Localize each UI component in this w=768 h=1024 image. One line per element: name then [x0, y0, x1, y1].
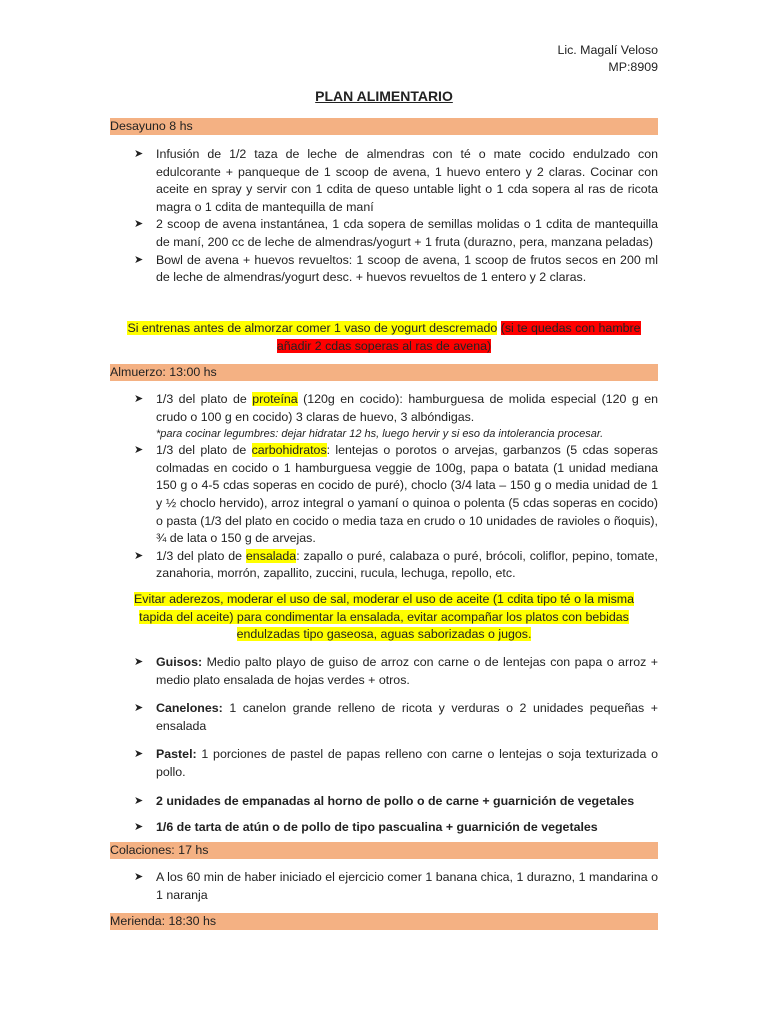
arrow-bullet-icon: ➤ — [134, 794, 144, 807]
section-heading-merienda: Merienda: 18:30 hs — [110, 913, 658, 930]
arrow-bullet-icon: ➤ — [134, 656, 144, 668]
advice-line-3: endulzadas tipo gaseosa, aguas saborizadas o jugos. — [236, 627, 532, 642]
highlight-ensalada: ensalada — [245, 548, 297, 563]
list-item: ➤ Pastel: 1 porciones de pastel de papas relleno con carne o lentejas o soja texturizada o pollo. — [134, 747, 658, 779]
list-item: ➤ 1/6 de tarta de atún o de pollo de tipo pascualina + guarnición de vegetales — [110, 819, 658, 837]
arrow-bullet-icon: ➤ — [134, 549, 144, 562]
dressing-advice — [110, 591, 658, 644]
arrow-bullet-icon: ➤ — [134, 821, 144, 834]
section-heading-colaciones: Colaciones: 17 hs — [110, 842, 658, 859]
arrow-bullet-icon: ➤ — [134, 253, 144, 266]
list-item: ➤ 1/3 del plato de ensalada: zapallo o puré, calabaza o puré, brócoli, coliflor, pepino, tomate, zanahoria, morrón, zapallito, zuccini, rucula, lechuga, repollo, etc. — [134, 548, 658, 581]
arrow-bullet-icon: ➤ — [134, 218, 144, 231]
almuerzo-options-list — [110, 654, 658, 837]
author-block — [557, 42, 658, 76]
author-registration: MP:8909 — [608, 60, 658, 74]
training-note-red-1: (si te quedas con hambre — [500, 321, 641, 335]
arrow-bullet-icon: ➤ — [134, 393, 144, 405]
arrow-bullet-icon: ➤ — [134, 702, 144, 715]
highlight-carbohidratos: carbohidratos — [251, 443, 327, 458]
colaciones-list — [110, 869, 658, 904]
arrow-bullet-icon: ➤ — [134, 748, 144, 761]
legumbres-note: *para cocinar legumbres: dejar hidratar 12 hs, luego hervir y si eso da intolerancia procesar. — [156, 428, 604, 441]
list-item: ➤ Guisos: Medio palto playo de guiso de arroz con carne o de lentejas con papa o arroz + medio plato ensalada de hojas verdes + otros. — [134, 655, 658, 687]
list-item: ➤ Bowl de avena + huevos revueltos: 1 scoop de avena, 1 scoop de frutos secos en 200 ml de leche de almendras/yogurt desc. + huevos revueltos de 1 entero y 2 claras. — [134, 252, 658, 285]
training-note-red-2: añadir 2 cdas soperas al ras de avena) — [276, 338, 492, 353]
advice-line-2: tapida del aceite) para condimentar la ensalada, evitar acompañar los platos con bebidas — [139, 609, 629, 624]
section-heading-desayuno: Desayuno 8 hs — [110, 118, 658, 135]
almuerzo-list — [110, 391, 658, 583]
list-item: ➤ Infusión de 1/2 taza de leche de almendras con té o mate cocido endulzado con edulcorante + panqueque de 1 scoop de avena, 1 huevo entero y 2 claras. Cocinar con aceite en spray y servir con 1 cdita de queso untable light o 1 cda sopera al ras de ricota magra o 1 cdita de mantequilla de maní — [134, 147, 658, 214]
training-note-highlight: Si entrenas antes de almorzar comer 1 vaso de yogurt descremado — [127, 321, 498, 335]
list-item: ➤ 2 scoop de avena instantánea, 1 cda sopera de semillas molidas o 1 cdita de mantequilla de maní, 200 cc de leche de almendras/yogurt + 1 fruta (durazno, pera, manzana peladas) — [134, 217, 658, 249]
list-item: ➤ 1/3 del plato de carbohidratos: lentejas o porotos o arvejas, garbanzos (5 cdas soperas colmadas en cocido o 1 hamburguesa veggie de 100g, papa o batata (1 unidad mediana 150 g o 4-5 cdas soperas en cocido de puré), choclo (3/4 lata – 150 g o media unidad de 1 y ½ choclo hervido), arroz integral o yamaní o quinoa o polenta (5 cdas soperas en cocido) o pasta (1/3 del plato en cocido o media taza en crudo o 10 unidades de ravioles o ñoquis), ¾ de lata o 150 g de arvejas. — [134, 443, 658, 546]
list-item: ➤ 1/3 del plato de proteína (120g en cocido): hamburguesa de molida especial (120 g en crudo o 100 g en cocido) 3 claras de huevo, 3 albóndigas. *para cocinar legumbres: dejar hidratar 12 hs, luego hervir y si eso da intolerancia procesar. — [134, 392, 658, 441]
training-note — [110, 320, 658, 355]
list-item: ➤ 2 unidades de empanadas al horno de pollo o de carne + guarnición de vegetales — [110, 793, 658, 811]
list-item: ➤ A los 60 min de haber iniciado el ejercicio comer 1 banana chica, 1 durazno, 1 mandarina o 1 naranja — [134, 870, 658, 902]
advice-line-1: Evitar aderezos, moderar el uso de sal, moderar el uso de aceite (1 cdita tipo té o la misma — [134, 592, 634, 606]
highlight-proteina: proteína — [252, 392, 298, 406]
section-heading-almuerzo: Almuerzo: 13:00 hs — [110, 364, 658, 381]
arrow-bullet-icon: ➤ — [134, 444, 144, 457]
arrow-bullet-icon: ➤ — [134, 148, 144, 160]
page-title: PLAN ALIMENTARIO — [315, 88, 453, 104]
arrow-bullet-icon: ➤ — [134, 871, 144, 883]
author-name: Lic. Magalí Veloso — [557, 43, 658, 57]
desayuno-list — [110, 146, 658, 287]
list-item: ➤ Canelones: 1 canelon grande relleno de ricota y verduras o 2 unidades pequeñas + ensalada — [134, 701, 658, 733]
